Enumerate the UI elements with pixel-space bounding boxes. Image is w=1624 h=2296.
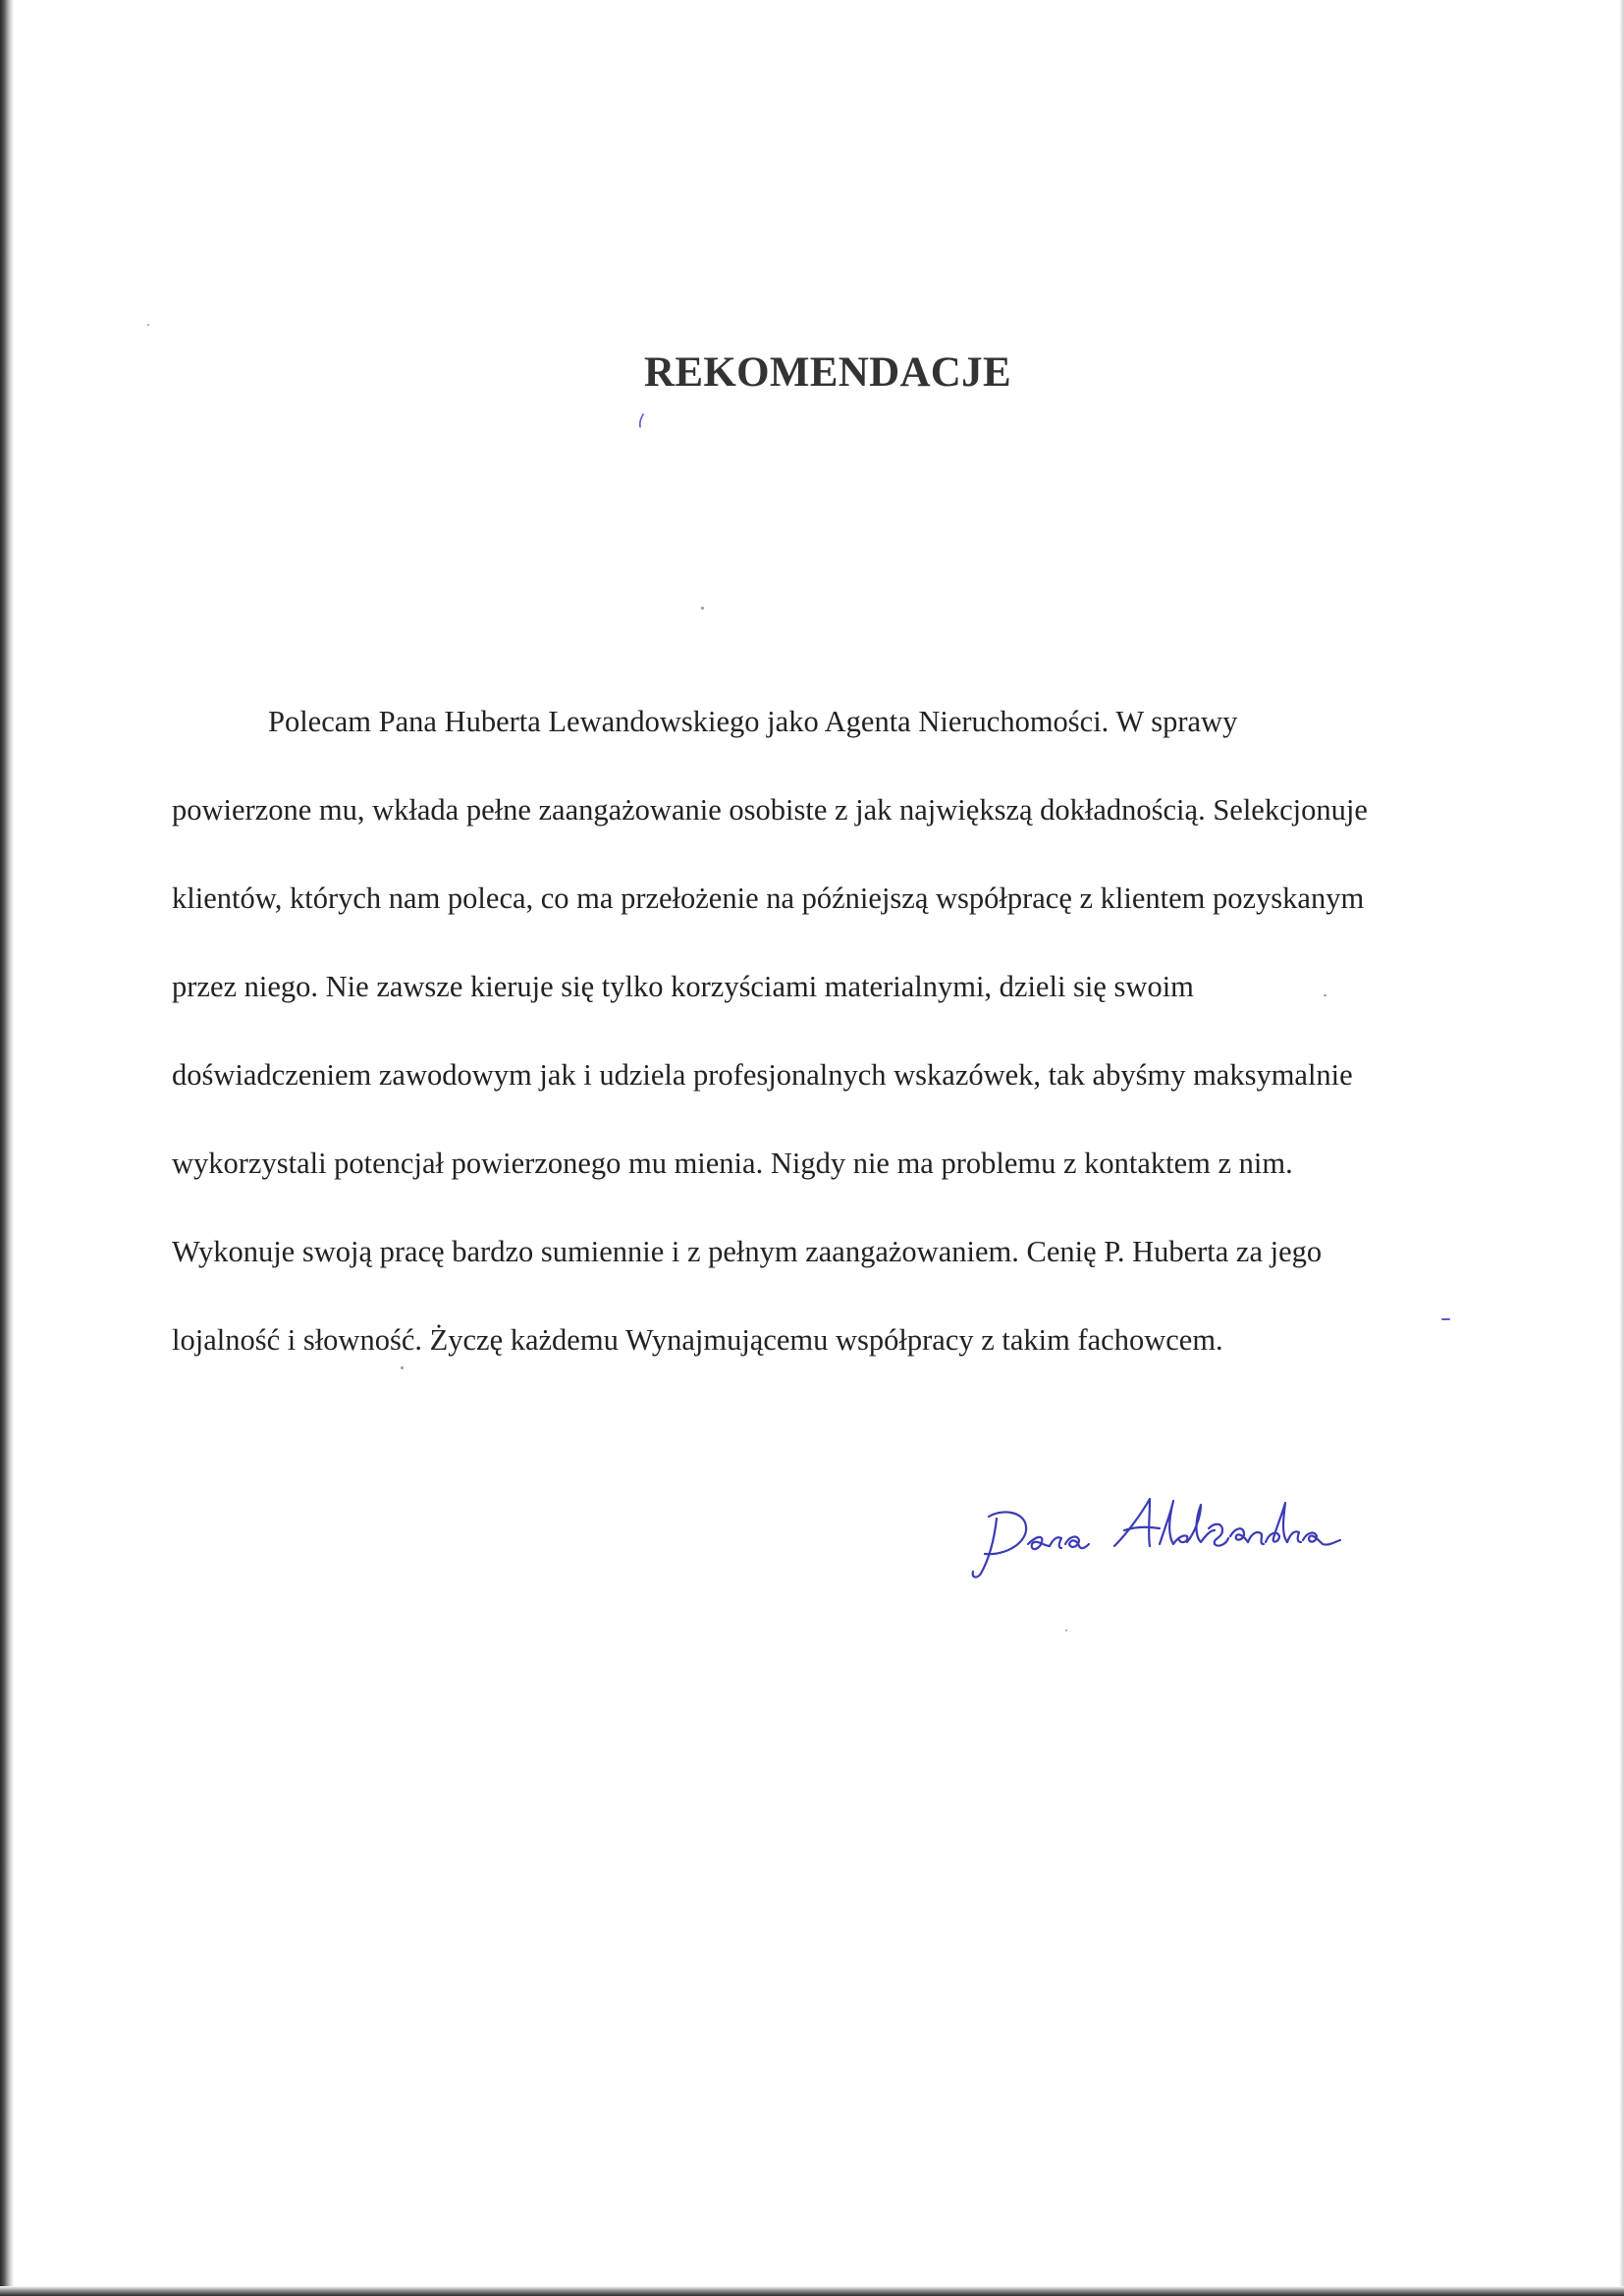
recommendation-body [172, 697, 1488, 1404]
paragraph-line: doświadczeniem zawodowym jak i udziela profesjonalnych wskazówek, tak abyśmy maksymalnie [172, 1058, 1353, 1092]
pen-mark [636, 412, 648, 430]
paragraph-line: Polecam Pana Huberta Lewandowskiego jako Agenta Nieruchomości. W sprawy [268, 705, 1238, 738]
paragraph-line: klientów, których nam poleca, co ma przełożenie na późniejszą współpracę z klientem pozyskanym [172, 881, 1365, 915]
handwritten-signature [967, 1487, 1380, 1585]
paragraph-line: lojalność i słowność. Życzę każdemu Wynajmującemu współpracy z takim fachowcem. [172, 1323, 1223, 1357]
scan-edge-bottom [0, 2286, 1624, 2296]
paragraph-line: powierzone mu, wkłada pełne zaangażowanie osobiste z jak największą dokładnością. Selekcjonuje [172, 793, 1368, 827]
scan-edge-left [0, 0, 14, 2296]
scan-speck [1441, 1318, 1450, 1320]
scan-speck [147, 324, 149, 326]
paragraph-line: wykorzystali potencjał powierzonego mu mienia. Nigdy nie ma problemu z kontaktem z nim. [172, 1147, 1293, 1180]
scan-speck [701, 607, 704, 610]
scan-speck [1324, 994, 1326, 996]
scan-speck [401, 1366, 404, 1369]
paragraph-line: przez niego. Nie zawsze kieruje się tylko korzyściami materialnymi, dzieli się swoim [172, 970, 1194, 1003]
scan-speck [1065, 1629, 1067, 1631]
scan-edge-right [1619, 0, 1624, 2296]
document-title: REKOMENDACJE [644, 349, 1011, 396]
paragraph-line: Wykonuje swoją pracę bardzo sumiennie i z pełnym zaangażowaniem. Cenię P. Huberta za jego [172, 1235, 1323, 1268]
